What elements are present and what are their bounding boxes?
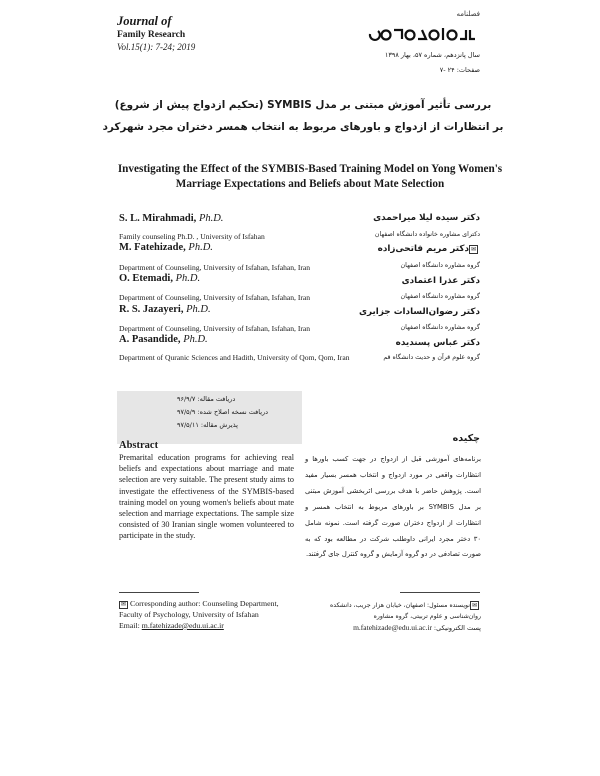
author-name: M. Fatehizade, Ph.D. — [119, 242, 213, 253]
fa-author-affiliation: گروه علوم قرآن و حدیث دانشگاه قم — [383, 354, 480, 361]
fa-title-line-2: بر انتظارات از ازدواج و باورهای مربوط به انتخاب همسر دختران مجرد شهرکرد — [102, 121, 504, 133]
received-date: دریافت مقاله: ۹۶/۹/۷ — [177, 395, 236, 403]
fa-email-line: پست الکترونیکی: m.fatehizade@edu.ui.ac.ir — [353, 623, 481, 632]
revised-date: دریافت نسخه اصلاح شده: ۹۷/۵/۹ — [177, 408, 269, 416]
fa-author-name: ✉دکتر مریم فاتحی‌زاده — [377, 244, 476, 254]
fa-author-name: دکتر سیده لیلا میراحمدی — [373, 213, 480, 223]
fa-corresponding-author: ✉نویسنده مسئول: اصفهان، خیابان هزار جریب، دانشکده روان‌شناسی و علوم تربیتی، گروه مشاوره — [330, 602, 481, 620]
envelope-icon: ✉ — [471, 602, 477, 609]
fa-author-name: دکتر رضوان‌السادات جزایری — [358, 307, 480, 317]
author-affiliation: Department of Counseling, University of Isfahan, Isfahan, Iran — [119, 324, 311, 333]
abstract-heading: Abstract — [119, 440, 159, 451]
fa-author-name: دکتر عذرا اعتمادی — [401, 276, 480, 286]
journal-subtitle: Family Research — [117, 30, 186, 40]
fa-title-line-1: بررسی تأثیر آموزش مبتنی بر مدل SYMBIS (تحکیم ازدواج پیش از شروع) — [114, 99, 492, 111]
fa-author-name: دکتر عباس پسندیده — [395, 338, 480, 348]
author-name: O. Etemadi, Ph.D. — [119, 273, 201, 284]
envelope-icon: ✉ — [121, 602, 127, 608]
author-name: A. Pasandide, Ph.D. — [119, 334, 208, 345]
fa-author-affiliation: دکترای مشاوره خانواده دانشگاه اصفهان — [374, 231, 480, 238]
fa-abstract-text: برنامه‌های آموزشی قبل از ازدواج در جهت کسب باورها و انتظارات واقعی در مورد ازدواج و انتخاب همسر بسیار مفید است. پژوهش حاضر با هدف بررسی اثربخشی آموزش مبتنی بر مدل SYMBIS بر باورهای مربوط به انتخاب همسر و انتظارات از ازدواج دختران صورت گرفته است. نمونه شامل ۳۰ دختر مجرد ایرانی داوطلب شرکت در مطالعه بود که به صورت تصادفی در دو گروه آزمایش و گروه کنترل جای گرفتند. — [305, 455, 481, 559]
fa-logo-label: فصلنامه — [456, 10, 480, 18]
abstract-text: Premarital education programs for achieving real beliefs and expectations about marriage and mate selection are very suitable. The present study aims to investigate the effectiveness of the SYMBIS-based training model on young women's beliefs about mate selection and marriage expectations. The sample size consisted of 30 Iranian single women volunteered to participate in the study. — [119, 453, 294, 541]
fa-author-affiliation: گروه مشاوره دانشگاه اصفهان — [400, 324, 480, 331]
fa-pages-info: صفحات: ۲۴ -۷ — [439, 66, 480, 74]
english-title: Investigating the Effect of the SYMBIS-Based Training Model on Yong Women's Marriage Expectations and Beliefs about Mate Selection — [117, 163, 503, 190]
footnote-rule — [119, 592, 199, 593]
email-link[interactable]: m.fatehizade@edu.ui.ac.ir — [141, 620, 224, 630]
author-affiliation: Department of Counseling, University of Isfahan, Isfahan, Iran — [119, 263, 311, 272]
fa-email-link[interactable]: m.fatehizade@edu.ui.ac.ir — [353, 623, 433, 632]
journal-volume: Vol.15(1): 7-24; 2019 — [117, 42, 196, 52]
author-affiliation: Department of Quranic Sciences and Hadith, University of Qom, Qom, Iran — [119, 353, 350, 362]
author-name: R. S. Jazayeri, Ph.D. — [119, 304, 211, 315]
fa-volume-info: سال پانزدهم، شماره ۵۷، بهار ۱۳۹۸ — [384, 51, 480, 59]
accepted-date: پذیرش مقاله: ۹۷/۵/۱۱ — [177, 421, 238, 429]
journal-name: Journal of — [117, 14, 172, 28]
fa-author-affiliation: گروه مشاوره دانشگاه اصفهان — [400, 262, 480, 269]
fa-footnote-rule — [400, 592, 480, 593]
envelope-icon: ✉ — [470, 246, 476, 253]
author-name: S. L. Mirahmadi, Ph.D. — [119, 213, 224, 224]
fa-abstract-heading: چکیده — [452, 433, 480, 444]
corresponding-author: ✉ Corresponding author: Counseling Department, Faculty of Psychology, University of Isfahan Email: m.fatehizade@edu.ui.ac.ir — [119, 599, 279, 630]
author-affiliation: Family counseling Ph.D. , University of Isfahan — [119, 232, 265, 241]
author-affiliation: Department of Counseling, University of Isfahan, Isfahan, Iran — [119, 293, 311, 302]
journal-logo-icon — [366, 25, 478, 43]
fa-author-affiliation: گروه مشاوره دانشگاه اصفهان — [400, 293, 480, 300]
journal-logo — [366, 25, 478, 48]
dates-box — [117, 391, 302, 444]
